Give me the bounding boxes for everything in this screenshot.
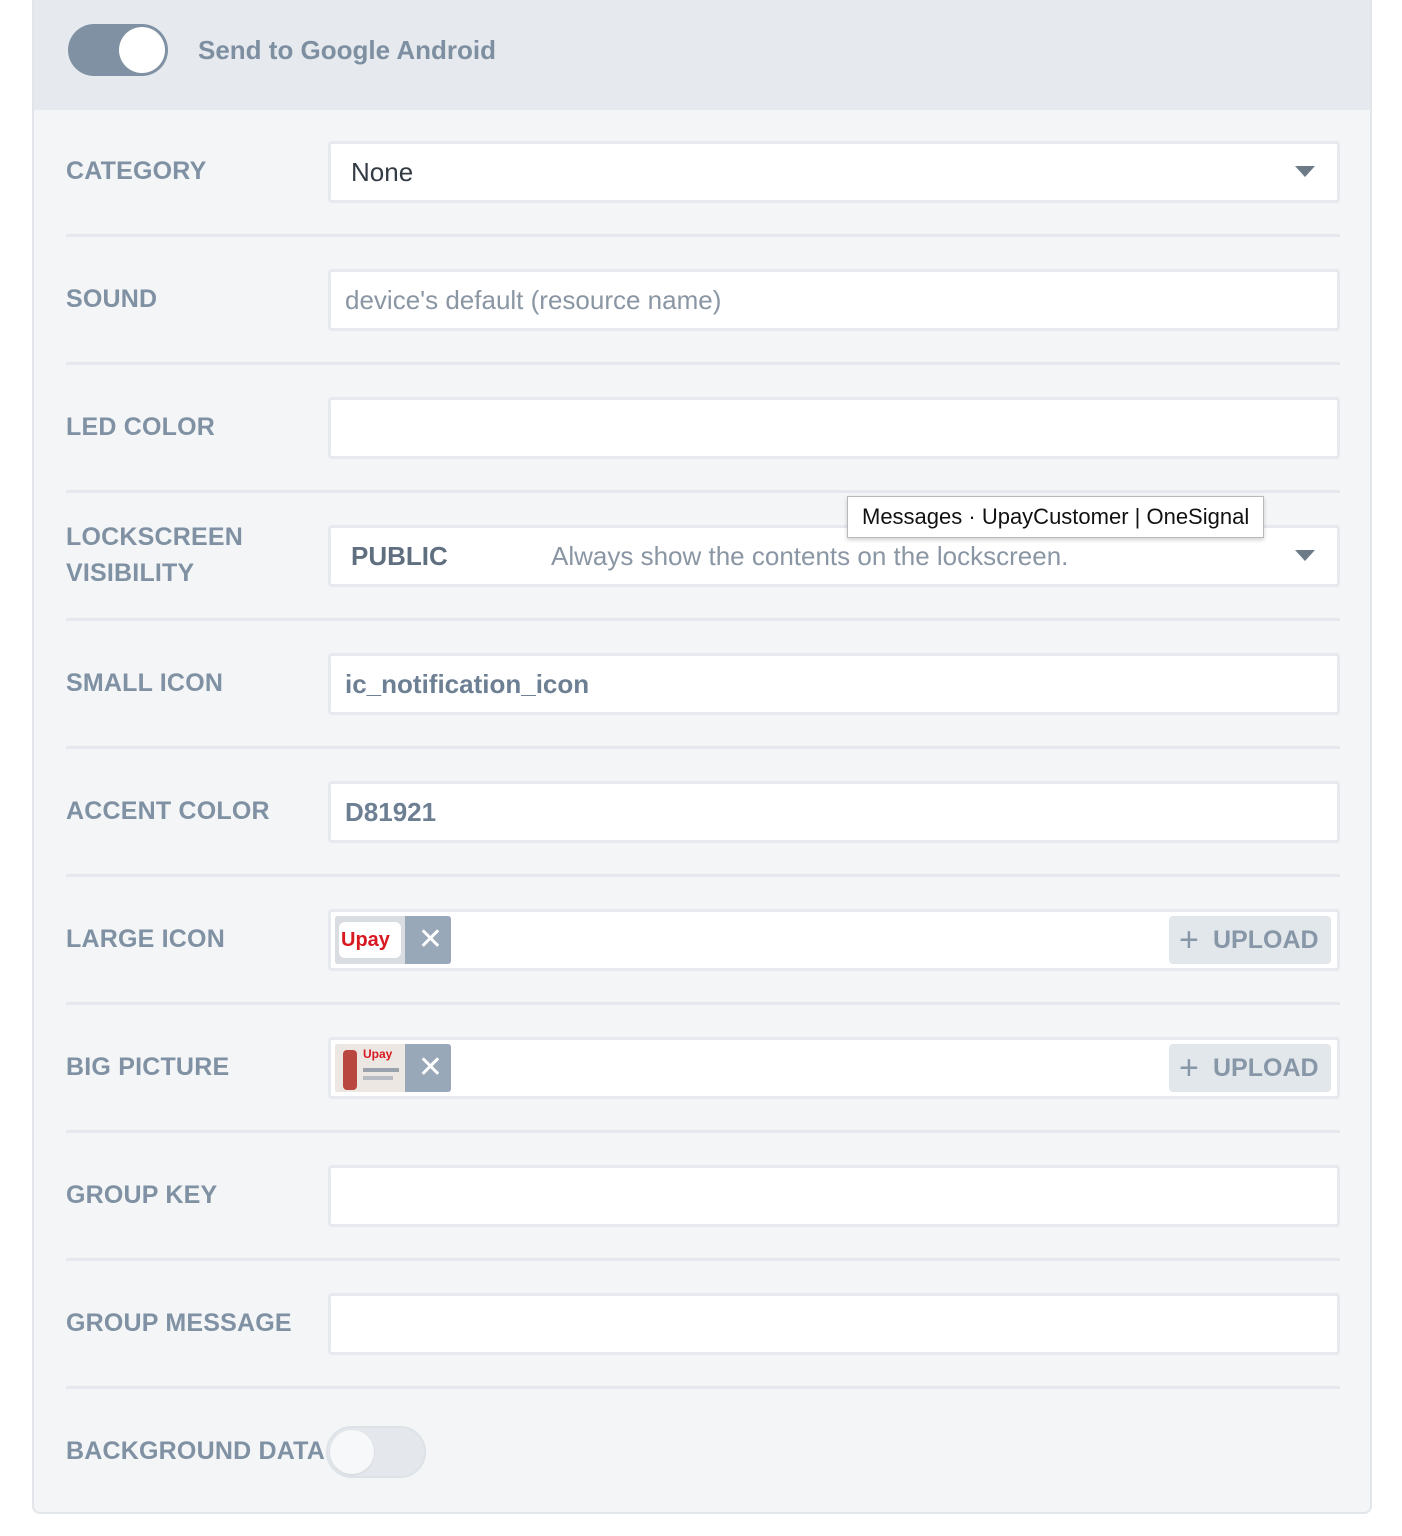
large-icon-upload-button[interactable] (1169, 916, 1331, 964)
accent-color-input[interactable] (328, 781, 1340, 843)
group-message-input[interactable] (328, 1293, 1340, 1355)
large-icon-uploader (328, 909, 1340, 971)
accent-color-label: ACCENT COLOR (66, 797, 270, 825)
upay-logo-text: Upay (341, 929, 390, 951)
led-color-label: LED COLOR (66, 413, 216, 441)
toggle-knob (330, 1430, 374, 1474)
big-picture-upload-button[interactable] (1169, 1044, 1331, 1092)
big-picture-chip (335, 1044, 451, 1092)
remove-large-icon-button[interactable]: ✕ (417, 923, 443, 956)
upay-logo-text: Upay (363, 1047, 393, 1061)
big-picture-label: BIG PICTURE (66, 1053, 230, 1081)
lockscreen-description: Always show the contents on the lockscreen. (551, 541, 1069, 571)
led-color-input[interactable] (328, 397, 1340, 459)
window-title-tooltip: Messages · UpayCustomer | OneSignal (847, 496, 1264, 538)
divider (66, 362, 1340, 365)
large-icon-chip (335, 916, 451, 964)
group-key-input[interactable] (328, 1165, 1340, 1227)
divider (66, 746, 1340, 749)
divider (66, 874, 1340, 877)
plus-icon: + (1179, 921, 1199, 959)
lockscreen-label-line1: LOCKSCREEN (66, 523, 244, 551)
small-icon-input[interactable] (328, 653, 1340, 715)
big-picture-uploader (328, 1037, 1340, 1099)
group-message-label: GROUP MESSAGE (66, 1309, 292, 1337)
large-icon-label: LARGE ICON (66, 925, 225, 953)
chevron-down-icon (1295, 550, 1315, 561)
chevron-down-icon (1295, 166, 1315, 177)
divider (66, 1130, 1340, 1133)
accent-color-value: D81921 (345, 797, 437, 827)
divider (66, 1258, 1340, 1261)
category-select[interactable] (328, 141, 1340, 203)
divider (66, 1386, 1340, 1389)
android-settings-panel (32, 0, 1372, 1514)
divider (66, 1002, 1340, 1005)
small-icon-label: SMALL ICON (66, 669, 224, 697)
panel-header (34, 0, 1370, 110)
category-label: CATEGORY (66, 157, 207, 185)
remove-big-picture-button[interactable]: ✕ (417, 1051, 443, 1084)
lockscreen-value: PUBLIC (351, 541, 448, 571)
plus-icon: + (1179, 1049, 1199, 1087)
group-key-label: GROUP KEY (66, 1181, 218, 1209)
toggle-knob (119, 27, 165, 73)
panel-title: Send to Google Android (198, 35, 497, 65)
divider (66, 234, 1340, 237)
background-data-toggle[interactable] (326, 1426, 426, 1478)
big-picture-thumbnail (335, 1044, 405, 1092)
sound-input[interactable] (328, 269, 1340, 331)
send-to-android-toggle[interactable] (68, 24, 168, 76)
sound-placeholder: device's default (resource name) (345, 285, 722, 315)
divider (66, 490, 1340, 493)
upload-label: UPLOAD (1213, 1054, 1319, 1082)
sound-label: SOUND (66, 285, 158, 313)
category-value: None (351, 157, 414, 187)
lockscreen-label-line2: VISIBILITY (66, 559, 195, 587)
large-icon-thumbnail (335, 916, 405, 964)
small-icon-value: ic_notification_icon (345, 669, 590, 699)
background-data-label: BACKGROUND DATA (66, 1437, 325, 1465)
upload-label: UPLOAD (1213, 926, 1319, 954)
divider (66, 618, 1340, 621)
